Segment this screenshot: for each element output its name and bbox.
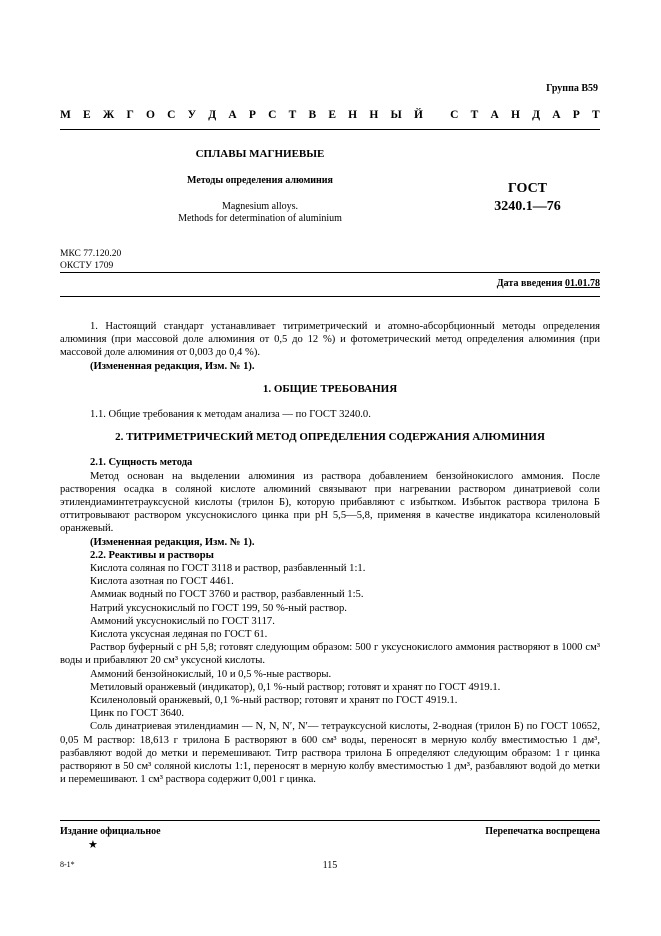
reagent-item: Кислота соляная по ГОСТ 3118 и раствор, разбавленный 1:1.	[90, 563, 366, 575]
heading-letter: Д	[208, 109, 217, 121]
heading-letter: А	[552, 109, 561, 121]
reagent-item: Соль динатриевая этилендиамин — N, N, N′, N′— тетрауксусной кислоты, 2-водная (трилон Б) по ГОСТ 10652, 0,05 М раствор: 18,613 г трилона Б растворяют в 600 см³ воды, переносят в мерную колбу вместимостью 1 дм³, разбавляют водой до метки и перемешивают. Титр раствора трилона Б определяют следующим образом: 1 г цинка растворяют в 50 см³ соляной кислоты 1:1, переносят в мерную колбу вместимостью 1 дм³, разбавляют водой до метки и перемешивают. 1 см³ раствора содержит 0,001 г цинка.	[60, 721, 600, 786]
classification-codes	[60, 248, 121, 272]
heading-letter: С	[167, 109, 176, 121]
footer	[60, 826, 600, 837]
english-title-line1: Magnesium alloys.	[221, 201, 299, 212]
heading-letter: О	[145, 109, 155, 121]
header-divider	[60, 129, 600, 130]
heading-letter: У	[187, 109, 197, 121]
page-number: 115	[322, 860, 338, 871]
reagent-item: Кислота уксусная ледяная по ГОСТ 61.	[90, 629, 268, 641]
official-edition-label: Издание официальное	[60, 826, 161, 837]
heading-letter: М	[60, 109, 71, 121]
reagent-item: Аммиак водный по ГОСТ 3760 и раствор, разбавленный 1:5.	[90, 589, 364, 601]
gost-label: ГОСТ	[507, 181, 548, 196]
heading-letter: Т	[591, 109, 600, 121]
heading-letter: Т	[288, 109, 297, 121]
interstate-standard-heading	[60, 109, 600, 121]
heading-letter: Н	[348, 109, 358, 121]
heading-letter: Ы	[390, 109, 402, 121]
heading-letter: Н	[511, 109, 520, 121]
mks-code: МКС 77.120.20	[60, 249, 122, 259]
document-title: СПЛАВЫ МАГНИЕВЫЕ	[195, 148, 325, 160]
edit-note-1: (Измененная редакция, Изм. № 1).	[90, 360, 255, 372]
heading-letter: Д	[532, 109, 541, 121]
reagent-item: Ксиленоловый оранжевый, 0,1 %-ный раствор; готовят и хранят по ГОСТ 4919.1.	[90, 695, 458, 707]
reagent-item: Цинк по ГОСТ 3640.	[90, 708, 185, 720]
heading-letter: В	[308, 109, 317, 121]
subsection-2-1-heading: 2.1. Сущность метода	[90, 457, 193, 469]
introduction-date-label: Дата введения	[496, 278, 563, 289]
heading-letter: А	[490, 109, 499, 121]
reagent-item: Метиловый оранжевый (индикатор), 0,1 %-ный раствор; готовят и хранят по ГОСТ 4919.1.	[90, 681, 501, 693]
reagent-item: Раствор буферный с рН 5,8; готовят следующим образом: 500 г уксуснокислого аммония растворяют в 1000 см³ воды и прибавляют 20 см³ уксусной кислоты.	[60, 642, 600, 667]
heading-letter: Р	[572, 109, 580, 121]
heading-letter: Р	[248, 109, 256, 121]
heading-letter: Г	[126, 109, 134, 121]
document-body	[60, 320, 600, 787]
gost-number: 3240.1—76	[494, 199, 561, 214]
subsection-2-2-heading: 2.2. Реактивы и растворы	[90, 549, 214, 561]
star-icon: ★	[88, 839, 98, 851]
print-code: 8-1*	[60, 860, 75, 869]
edit-note-2: (Измененная редакция, Изм. № 1).	[90, 536, 255, 548]
heading-letter: С	[268, 109, 277, 121]
reagent-item: Натрий уксуснокислый по ГОСТ 199, 50 %-ный раствор.	[90, 602, 347, 614]
heading-letter: Ж	[102, 109, 115, 121]
reprint-prohibited-label: Перепечатка воспрещена	[485, 826, 600, 837]
document-subtitle: Методы определения алюминия	[187, 175, 333, 186]
section-2-heading: 2. ТИТРИМЕТРИЧЕСКИЙ МЕТОД ОПРЕДЕЛЕНИЯ СОДЕРЖАНИЯ АЛЮМИНИЯ	[115, 431, 545, 444]
section-1-heading: 1. ОБЩИЕ ТРЕБОВАНИЯ	[262, 382, 398, 395]
reagent-item: Аммоний уксуснокислый по ГОСТ 3117.	[90, 615, 275, 627]
paragraph-scope: 1. Настоящий стандарт устанавливает титриметрический и атомно-абсорбционный методы определения алюминия (при массовой доле алюминия от 0,5 до 12 %) и фотометрический метод определения алюминия (при массовой доле алюминия от 0,003 до 0,4 %).	[60, 321, 600, 359]
heading-letter: С	[450, 109, 459, 121]
heading-letter: Н	[369, 109, 379, 121]
heading-letter: Т	[470, 109, 479, 121]
introduction-date	[380, 278, 600, 289]
paragraph-2-1: Метод основан на выделении алюминия из раствора добавлением бензойнокислого аммония. После растворения осадка в соляной кислоте алюминий связывают при нагревании раствором динатриевой соли этилендиаминтетрауксусной кислоты (трилон Б), которую прибавляют с избытком. Избыток раствора трилона Б оттитровывают раствором уксуснокислого цинка при рН 5,5—5,8, применяя в качестве индикатора ксиленоловый оранжевый.	[60, 470, 600, 535]
heading-letter: Й	[413, 109, 423, 121]
introduction-date-value: 01.01.78	[565, 278, 600, 289]
group-code: Группа В59	[546, 83, 598, 94]
heading-letter	[435, 109, 438, 121]
heading-letter: Е	[328, 109, 336, 121]
reagent-item: Аммоний бензойнокислый, 10 и 0,5 %-ные растворы.	[90, 668, 332, 680]
english-title-line2: Methods for determination of aluminium	[178, 213, 342, 224]
heading-letter: Е	[83, 109, 91, 121]
gost-number-block	[470, 180, 585, 216]
english-title	[60, 201, 460, 225]
codes-divider	[60, 272, 600, 273]
footer-divider	[60, 820, 600, 821]
paragraph-1-1: 1.1. Общие требования к методам анализа — по ГОСТ 3240.0.	[90, 409, 371, 421]
okstu-code: ОКСТУ 1709	[60, 261, 114, 271]
date-divider	[60, 296, 600, 297]
reagent-item: Кислота азотная по ГОСТ 4461.	[90, 576, 234, 588]
heading-letter: А	[228, 109, 237, 121]
